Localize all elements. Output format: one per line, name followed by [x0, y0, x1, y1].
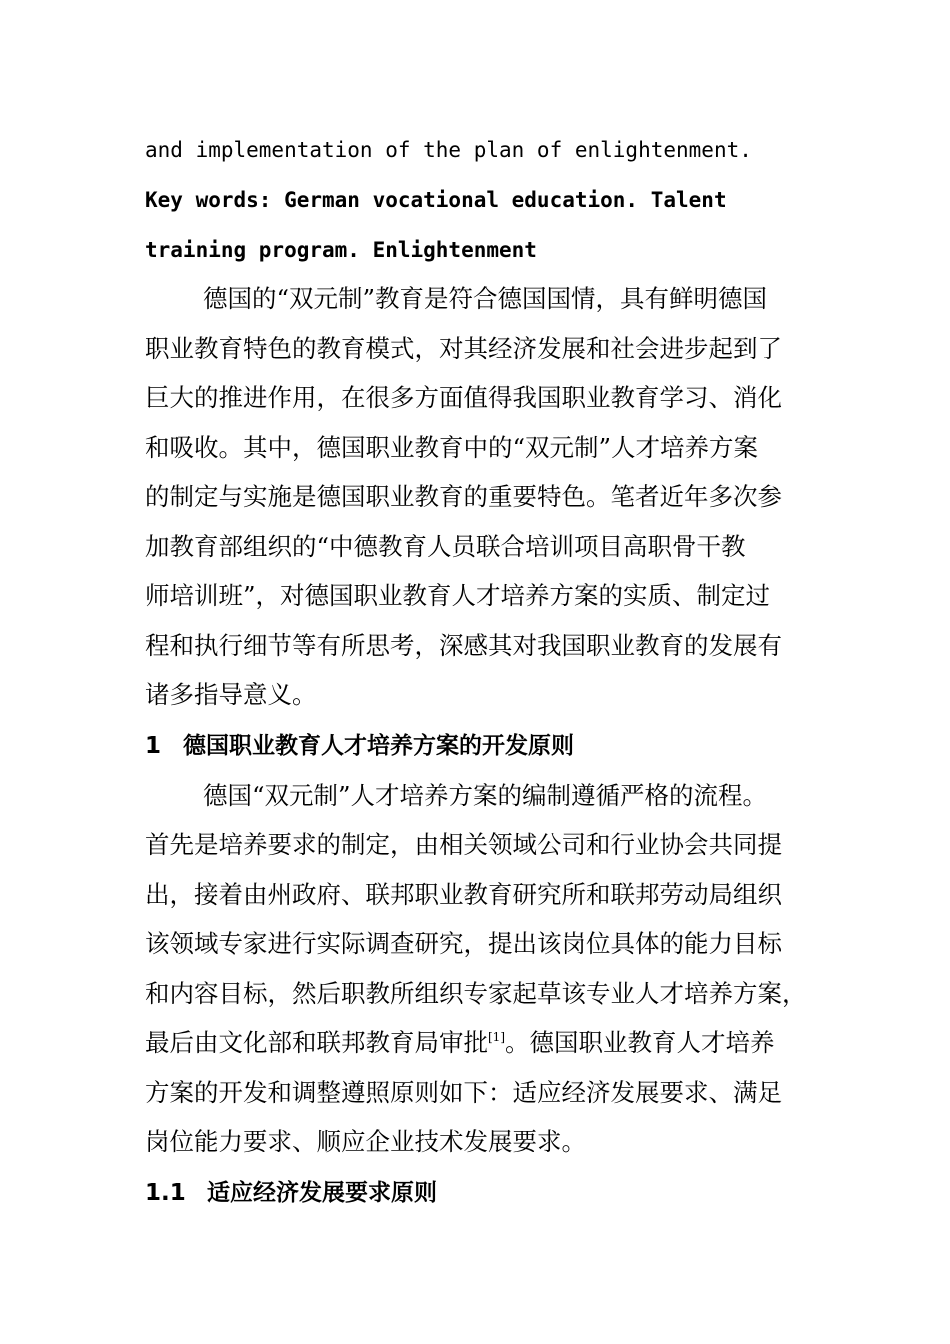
section-1-number: 1	[145, 733, 162, 759]
section-1-line-6-text: 最后由文化部和联邦教育局审批	[145, 1028, 488, 1057]
intro-line-2: 职业教育特色的教育模式，对其经济发展和社会进步起到了	[145, 334, 782, 363]
intro-line-7: 师培训班”，对德国职业教育人才培养方案的实质、制定过	[145, 581, 771, 610]
section-1-title: 德国职业教育人才培养方案的开发原则	[183, 733, 574, 759]
abstract-last-line: and implementation of the plan of enlightenment.	[145, 138, 752, 162]
section-1-line-2: 首先是培养要求的制定，由相关领域公司和行业协会共同提	[145, 830, 782, 859]
section-1-line-6-last: 养	[750, 1028, 775, 1057]
keywords-line-2: training program. Enlightenment	[145, 238, 537, 262]
section-1-line-5: 和内容目标，然后职教所组织专家起草该专业人才培养方案，	[145, 979, 807, 1008]
intro-line-6: 加教育部组织的“中德教育人员联合培训项目高职骨干教	[145, 532, 746, 561]
section-1-line-3: 出，接着由州政府、联邦职业教育研究所和联邦劳动局组织	[145, 880, 782, 909]
section-1-1-number: 1.1	[145, 1180, 186, 1206]
intro-line-9: 诸多指导意义。	[145, 680, 317, 709]
keywords-line-1: Key words: German vocational education. Talent	[145, 188, 727, 212]
section-1-line-4: 该领域专家进行实际调查研究，提出该岗位具体的能力目标	[145, 929, 782, 958]
section-1-1-title: 适应经济发展要求原则	[207, 1180, 437, 1206]
intro-line-3: 巨大的推进作用，在很多方面值得我国职业教育学习、消化	[145, 383, 782, 412]
intro-line-4: 和吸收。其中，德国职业教育中的“双元制”人才培养方案	[145, 433, 759, 462]
section-1-heading	[145, 729, 574, 763]
intro-line-5: 的制定与实施是德国职业教育的重要特色。笔者近年多次参	[145, 482, 782, 511]
section-1-line-6	[145, 1026, 775, 1060]
section-1-1-heading	[145, 1176, 437, 1210]
section-1-line-8: 岗位能力要求、顺应企业技术发展要求。	[145, 1127, 586, 1156]
section-1-line-7: 方案的开发和调整遵照原则如下：适应经济发展要求、满足	[145, 1078, 782, 1107]
intro-line-1: 德国的“双元制”教育是符合德国国情，具有鲜明德国	[203, 284, 768, 313]
citation-ref: [1]	[488, 1030, 505, 1044]
section-1-line-6-after: 。德国职业教育人才培	[505, 1028, 750, 1057]
section-1-line-1: 德国“双元制”人才培养方案的编制遵循严格的流程。	[203, 781, 768, 810]
intro-line-8: 程和执行细节等有所思考，深感其对我国职业教育的发展有	[145, 631, 782, 660]
